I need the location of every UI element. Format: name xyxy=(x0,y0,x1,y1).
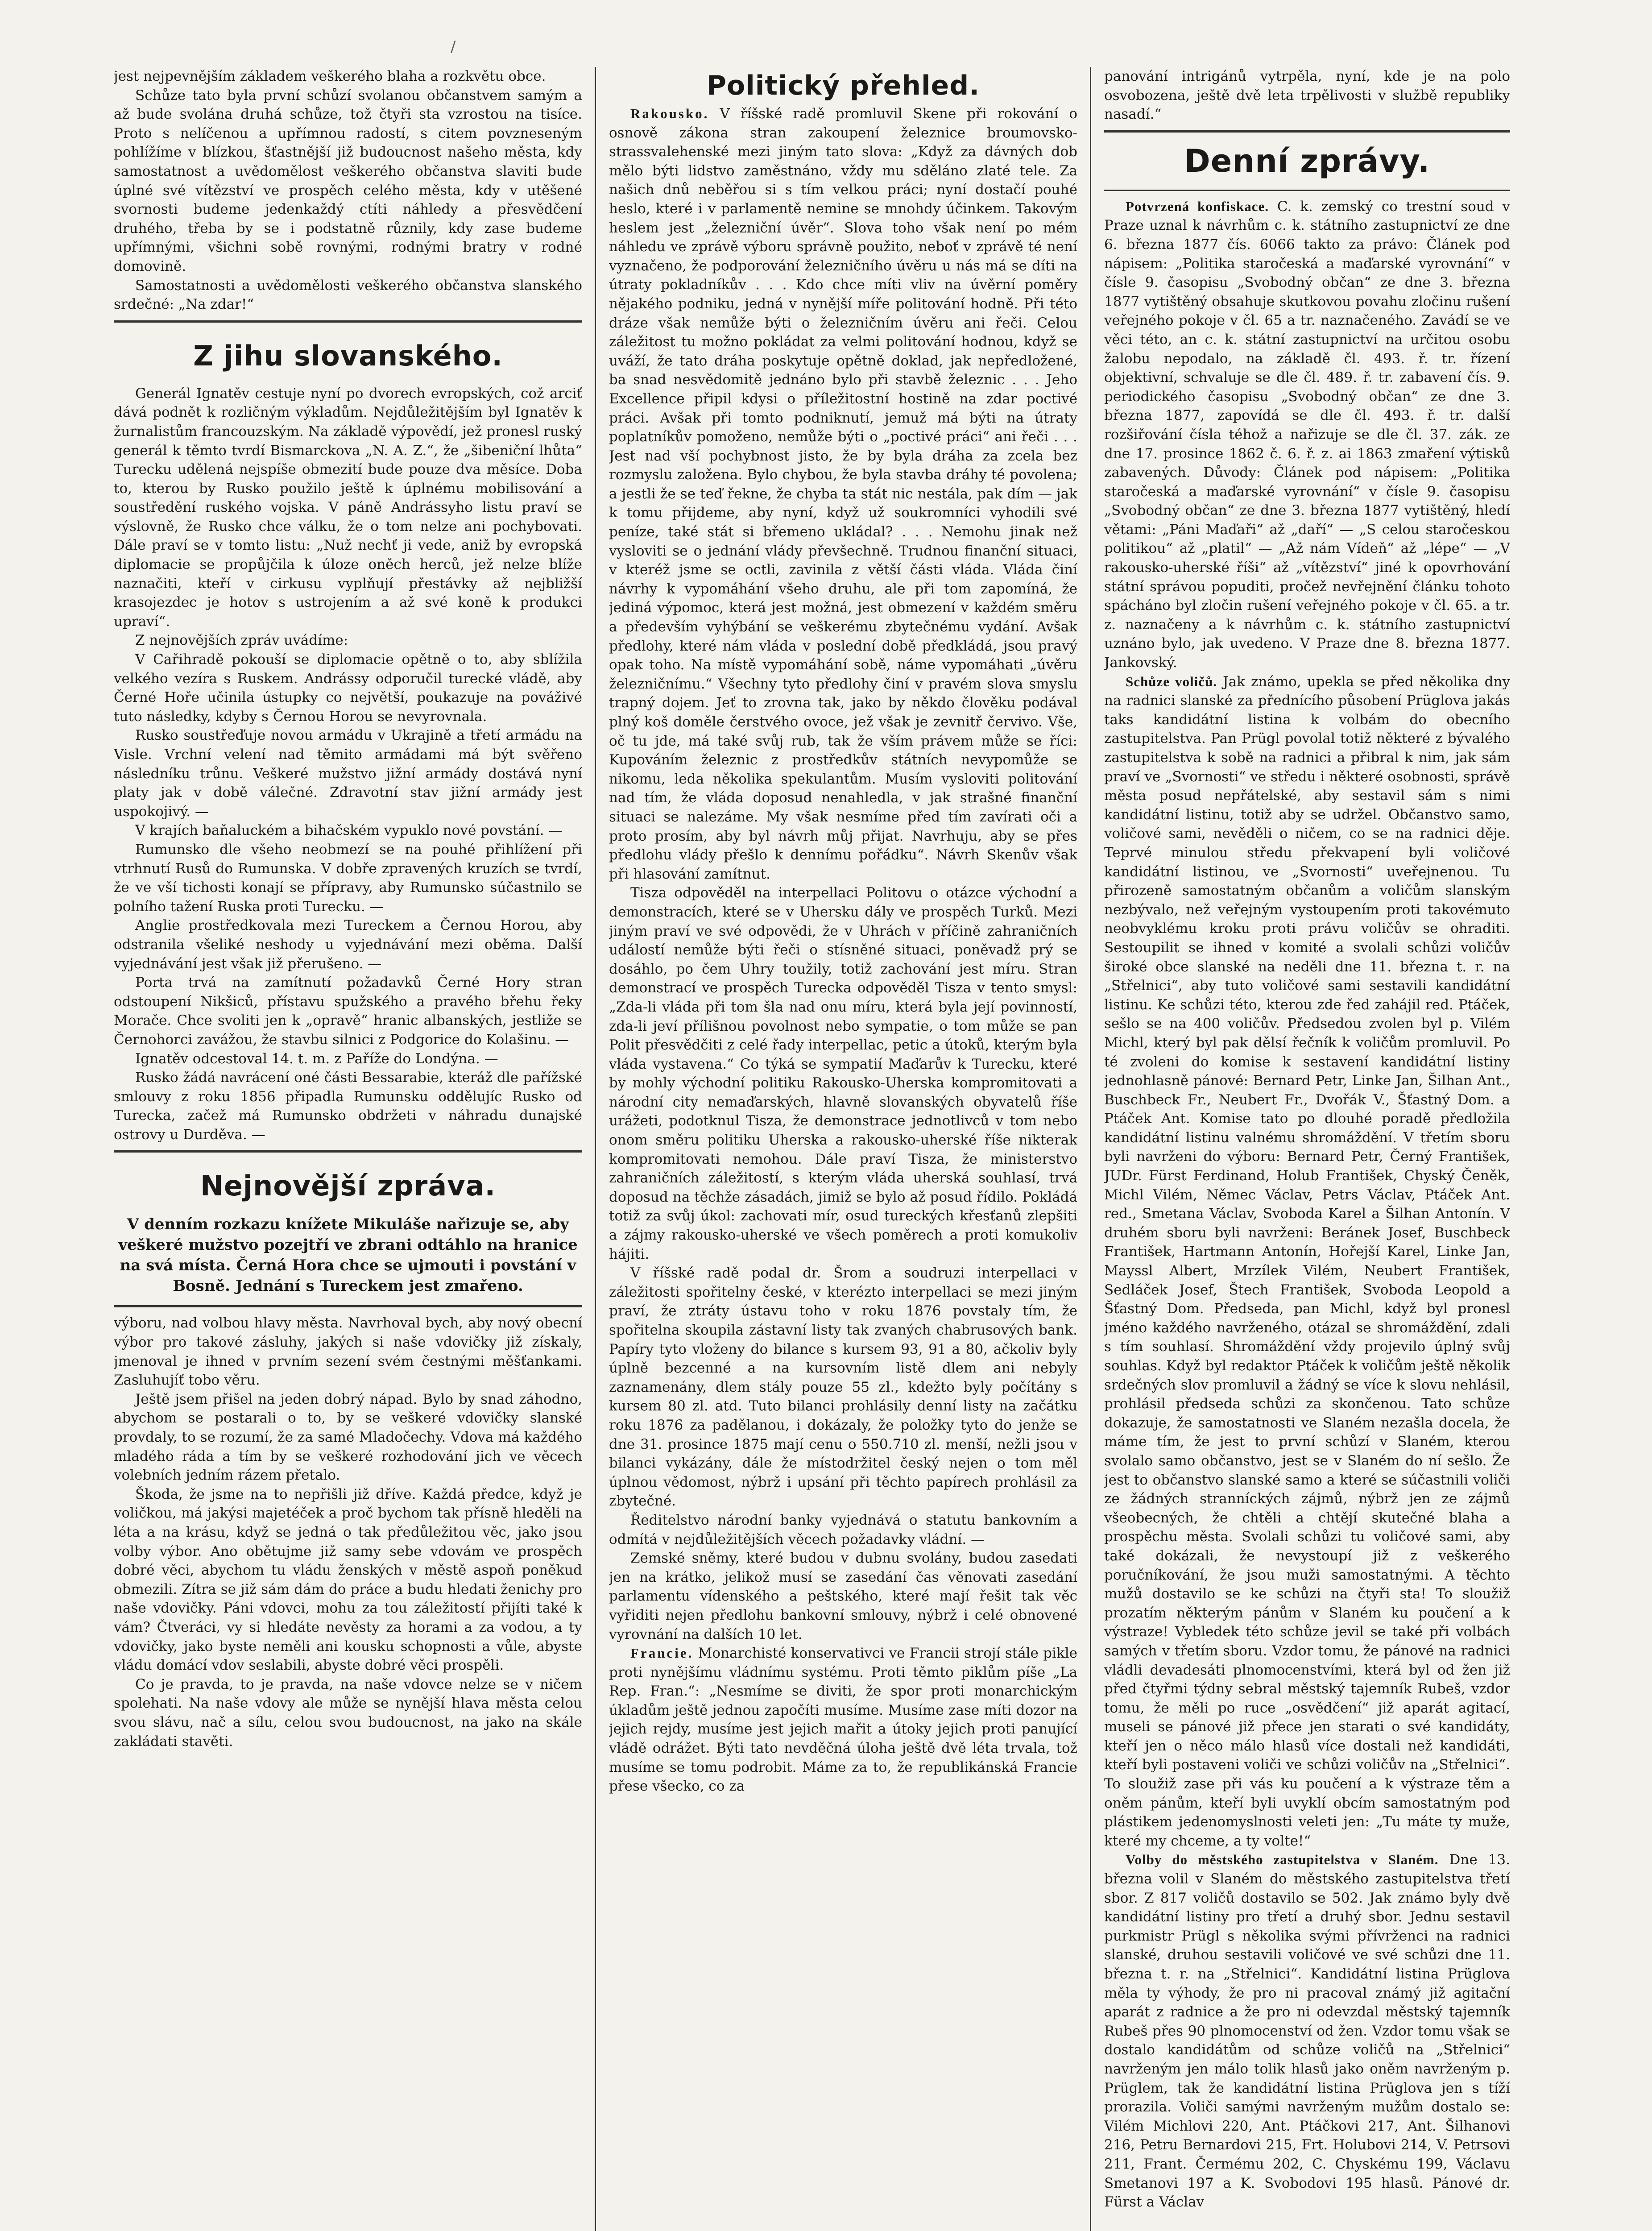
paragraph: V říšské radě podal dr. Šrom a soudruzi interpellaci v záležitosti spořitelny české, v kterézto interpellaci se mezi jiným praví, že ztráty ústavu toho v roku 1876 povstaly tím, že spořitelna skoupila zástavní listy tak zvaných chabrusových bank. Papíry tyto vloženy do bilance s kursem 93, 91 a 80, ačkoliv byly úplně bezcenné a na kursovním listě dlem ani nebyly zaznamenány, dlem stály pouze 55 zl., kdežto byly počítány s kursem 80 zl. atd. Tuto bilanci prohlásily denní listy na začátku roku 1876 za padělanou, i dokázaly, že položky tyto do jenže se dne 31. prosince 1875 mají cenu o 550.710 zl. menší, nežli jsou v bilanci vykázány, dále že místodržitel český nejen o tom měl úplnou vědomost, nýbrž i upsání při těchto papírech prohlásil za zbytečné. xyxy=(609,1265,1077,1509)
paragraph: panování intrigánů vytrpěla, nyní, kde je na polo osvobozena, ještě dvě leta trpělivosti v službě republiky nasadí.“ xyxy=(1104,68,1510,123)
section-title-politicky-prehled: Politický přehled. xyxy=(707,70,980,101)
paragraph xyxy=(609,1644,1077,1796)
paragraph: Z nejnovějších zpráv uvádíme: xyxy=(135,632,348,649)
section-title-nejnovejsi-zprava: Nejnovější zpráva. xyxy=(200,1169,496,1203)
paragraph-text: Jak známo, upekla se před několika dny na radnici slanské za přednícího působení Prüglova jakás taks kandidátní listina k volbám do obecního zastupitelstva. Pan Prügl povolal totiž některé z bývalého zastupitelstva k sobě na radnici a přibral k nim, jak sám praví ve „Svornosti“ ve středu i některé osobnosti, správě města posud nepřátelské, aby sestavil sám s nimi kandidátní listinu, totiž aby se udržel. Občanstvo samo, voličové sami, nevěděli o ničem, co se na radnici děje. Teprvé minulou středu překvapení byli voličové kandidátní listinou, ve „Svornosti“ uveřejnenou. Tu přirozeně samostatným občanům a voličům slanským nezbývalo, než veřejným vystoupením proti takovémuto neobvyklému kroku proti právu voličův se ohraditi. Sestoupilit se ihned v komité a svolali schůzi voličův široké obce slanské na neděli dne 11. března t. r. na „Střelnici“, aby tuto voličové sami sestavili kandidátní listinu. Ke schůzi této, kterou zde řed zahájil red. Ptáček, sešlo se na 400 voličův. Předsedou zvolen byl p. Vilém Michl, který byl pak dělsí řečník k voličům promluvil. Po té zvoleni do komise k sestavení kandidátní listiny jednohlasně pánové: Bernard Petr, Linke Jan, Šilhan Ant., Buschbeck Fr., Neubert Fr., Dvořák V., Šťastný Dom. a Ptáček Ant. Komise tato po dlouhé poradě předložila kandidátní listinu valnému shromáždění. V třetím sboru byli navrženi do výboru: Bernard Petr, Černý František, JUDr. Fürst Ferdinand, Holub František, Chyský Čeněk, Michl Vilém, Němec Václav, Petrs Václav, Ptáček Ant. red., Smetana Václav, Svoboda Karel a Šilhan Antonín. V druhém sboru byli navrženi: Beránek Josef, Buschbeck František, Hartmann Antonín, Hořejší Karel, Linke Jan, Mayssl Albert, Mrzílek Vilém, Neubert František, Sedláček Josef, Štech František, Svoboda Leopold a Šťastný Dom. Předseda, pan Michl, když byl pronesl jméno každého navrženého, otázal se shromáždění, zdali s tím souhlasí. Shromáždění vždy projevilo úplný svůj souhlas. Když byl redaktor Ptáček k voličům ještě několik srdečných slov promluvil a žádný se více k slovu nehlásil, prohlásil předseda schůzi za skončenou. Tato schůze dokazuje, že samostatnosti ve Slaném nezašla docela, že máme tím, že jest to první schůzí v Slaném, kterou svolalo samo občanstvo, jest se v Slaném do ní sešlo. Že jest to občanstvo slanské samo a které se súčastnili voliči ze žádných stranníckých zájmů, nýbrž jen ze zájmů všeobecných, že chtěli a chtějí skutečné blaha a prospěchu města. Svolali schůzi tu voličové sami, aby také dokázali, že nevystoupí již z veškerého poručníkování, že jsou muži samostatnými. A těchto mužů dostavilo se ke schůzi na čtyři sta! To sloužiž prozatím některým pánům v Slaném ku poučení a k výstraze! Vybledek této schůze jevil se také při volbách samých v třetím sboru. Vzdor tomu, že pánové na radnici vládli devadesáti plnomocenstvími, která byl od žen již před čtyřmi týdny sebral městský tajemník Rubeš, vzdor tomu, že měli po ruce „osvědčení“ již aparát agitací, museli se pánové již přece jen starati o své kandidáty, kteří jen o něco málo hlasů více dostali než kandidáti, kteří byli postaveni voliči ve schůzi voličův na „Střelnici“. To sloužiž zase při vás ku poučení a k výstraze těm a oněm pánům, kteří byli uvyklí obcím samostatným pod plástikem jedenomyslnosti veleti jen: „Tu máte ty muže, které my chceme, a ty volte!“ xyxy=(1104,673,1510,1849)
section-rule xyxy=(114,320,582,323)
column-2 xyxy=(609,67,1077,2231)
section-rule xyxy=(1104,190,1510,191)
section-rule xyxy=(114,1305,582,1307)
paragraph: Ještě jsem přišel na jeden dobrý nápad. Bylo by snad záhodno, abychom se postarali o to, by se veškeré vdovičky slanské provdaly, to se rozumí, že za samé Mladočechy. Vdova má každého mladého ráda a tím by se veškeré rozhodování jich ve věcech volebních jedním rázem přetalo. xyxy=(114,1391,582,1484)
section-rule xyxy=(1104,130,1510,133)
paragraph-text: Dne 13. března volil v Slaném do městského zastupitelstva třetí sbor. Z 817 voličů dostavilo se 502. Jak známo byly dvě kandidátní listiny pro třetí a druhý sbor. Jednu sestavil purkmistr Prügl s několika svými přívrženci na radnici slanské, druhou sestavili voličové ve své schůzi dne 11. března t. r. na „Střelnici“. Kandidátní listina Prüglova měla ty výhody, že pro ni pracoval známý již agitační aparát z radnice a že pro ni odevzdal městský tajemník Rubeš přes 90 plnomocenství od žen. Vzdor tomu však se dostalo kandidátům od schůze voličů na „Střelnici“ navrženým jen málo tolik hlasů jako oněm navrženým p. Prüglem, tak že kandidátní listina Prüglova jen s tíží prorazila. Voliči samými navrženým mužům dostalo se: Vilém Michlovi 220, Ant. Ptáčkovi 217, Ant. Šilhanovi 216, Petru Bernardovi 215, Frt. Holubovi 214, V. Petrsovi 211, Frant. Čermému 202, C. Chyskému 199, Václavu Smetanovi 197 a K. Svobodovi 195 hlasů. Pánové dr. Fürst a Václav xyxy=(1104,1852,1510,2210)
paragraph-text: V říšské radě promluvil Skene při rokování o osnově zákona stran zakoupení železnice broumovsko-strassvalehenské mezi jiným tato slova: „Když za dávných dob mělo býti lidstvo zaměstnáno, vždy mu sděláno zlaté tele. Za našich dnů neběřou si s tím velkou práci; nyní dostačí pouhé heslo, které i v parlamentě nemine se mnohdy účinkem. Takovým heslem jest „železniční úvěr“. Slova toho však není po mém náhledu ve zprávě výboru správně použito, neboť v zprávě té není vyznačeno, že podporování železničního úvěru u nás má se díti na útraty pokladníkův . . . Kdo chce míti vliv na úvěrní poměry nějakého podniku, jedná v nynější míře politování hodně. Při této dráze však nemůže býti o železničním úvěru ani řeči. Celou záležitost tu možno pokládat za velmi politování hodnou, když se uváží, že tato dráha poskytuje opětně doklad, jak nepředložené, ba snad nesvědomitě jednáno bylo při stavbě železnic . . . Jeho Excellence připil kdysi o příležitostní hostině na zdar poctivé práci. Avšak při tomto podniknutí, jemuž má býti na útraty poplatníkův pomoženo, nemůže býti o „poctivé práci“ ani řeči . . . Jest nad vší pochybnost jisto, že by byla dráha za zcela bez rozmyslu založena. Bylo chybou, že byla stavba dráhy té povolena; a jestli že se teď řekne, že chyba ta stát nic nestála, pak dím — jak k tomu přijdeme, aby nyní, když už soukromníci vyhodili své peníze, také stát si břemeno ukládal? . . . Nemohu jinak než vysloviti se o jednání vlády převšechně. Trudnou finanční situaci, v kteréž jsme se octli, zavinila z větší části vláda. Vláda činí návrhy k vypomáhání všeho druhu, ale při tom zapomíná, že jediná výpomoc, která jest možná, jest obmezení v každém směru a především vyhýbání se veškerému zbytečnému vydání. Avšak předlohy, které nám vláda v poslední době předkládá, jsou pravý opak toho. Na místě vypomáhání sobě, náme vypomáhati „úvěru železničnímu.“ Všechny tyto předlohy činí v pravém slova smyslu trapný dojem. Jeť to zrovna tak, jako by někdo člověku podával plný koš doměle čerstvého ovoce, jež však je zevnitř červivo. Vše, oč tu jde, má také svůj rub, tak že vším právem může se říci: Kupováním železnic z prostředkův státních nevypomůže se nikomu, leda několika spekulantům. Musím vysloviti politování nad tím, že vláda doposud nenahledla, v jak strašné finanční situaci se nalezáme. My však nesmíme před tím zavírati oči a proto prosím, aby byl návrh můj přijat. Navrhuju, aby se přes předlohu vlády přešlo k dennímu pořádku“. Návrh Skenův však při hlasování zamítnut. xyxy=(609,106,1077,882)
paragraph: Generál Ignatěv cestuje nyní po dvorech evropských, což arciť dává podnět k rozličným výkladům. Nejdůležitějším byl Ignatěv k žurnalistům francouzským. Na základě výpovědí, jež pronesl ruský generál k těmto tvrdí Bismarckova „N. A. Z.“, že „šibeniční lhůta“ Turecku udělená nejspíše obmezití bude pouze dva měsíce. Doba to, kterou by Rusko použilo ještě k úplnému mobilisování a soustředění ruského vojska. V páně Andrássyho listu praví se výslovně, že Rusko chce válku, že o tom nelze ani pochybovati. Dále praví se v tomto listu: „Nuž nechť ji vede, aniž by evropská diplomacie se propůjčila k úloze oněch herců, jež nelze blíže naznačiti, kteří v cirkusu vyplňují přestávky až nejbližší krasojezdec je hotov s ustrojením a až své koně k produkci upraví“. xyxy=(114,385,582,630)
paragraph: Tisza odpověděl na interpellaci Politovu o otázce východní a demonstracích, které se v Uhersku dály ve prospěch Turků. Mezi jiným praví ve své odpovědi, že v Uhrách v příčině zahraničních událostí nemůže býti řeči o stísněné situaci, poněvadž prý se dosáhlo, po čem Uhry toužily, totiž zachování jest míru. Stran demonstrací ve prospěch Turecka odpověděl Tisza v tento smysl: „Zda-li vláda při tom šla nad onu míru, která byla její povinností, zda-li jeví přílišnou povolnost nebo sympatie, o tom může se pan Polit přesvědčiti z celé řady interpellac, petic a útoků, kterým byla vláda vystavena.“ Co týká se sympatií Maďarův k Turecku, které by mohly východní politiku Rakousko-Uherska kompromitovati a národní city nemaďarských, hlavně slovanských obyvatelů říše urážeti, podotknul Tisza, že demonstrace jednotlivců v tom nebo onom směru politiku Uherska a rakousko-uherské říše nikterak kompromitovati nemohou. Dále praví Tisza, že ministerstvo zahraničních záležitostí, s kterým vláda uherská souhlasí, trvá doposud na těchže zásadách, jimiž se bylo až posud řídilo. Pokládá totiž za svůj úkol: zachovati mír, osud tureckých křesťanů zlepšiti a zájmy rakousko-uherské ve všech poměrech a proti komukoliv hájiti. xyxy=(609,885,1077,1262)
folio-mark: / xyxy=(451,38,456,56)
runin-heading: Potvrzená konfiskace. xyxy=(1126,198,1269,214)
paragraph: Anglie prostředkovala mezi Tureckem a Černou Horou, aby odstranila všeliké neshody u vyjednávání mezi oběma. Další vyjednávání jest však již přerušeno. — xyxy=(114,917,582,972)
section-title-z-jihu-slovanskeho: Z jihu slovanského. xyxy=(193,339,503,372)
paragraph-text: Monarchisté konservativci ve Francii strojí stále pikle proti nynějšímu vládnímu systému. Proti těmto piklům píše „La Rep. Fran.“: „Nesmíme se diviti, že spor proti monarchickým úkladům ještě jednou započíti musíme. Musíme zase míti dozor na jejich rejdy, musíme jest jejich mařit a útoky jejich proti panující vládě odrážet. Býti tato nevděčná úloha ještě dvě léta trvala, tož musíme se tomu podrobit. Máme za to, že republikánská Francie přese všecko, co za xyxy=(609,1645,1077,1795)
paragraph: jest nejpevnějším základem veškerého blaha a rozkvětu obce. xyxy=(114,68,546,84)
runin-heading: Volby do městského zastupitelstva v Slaném. xyxy=(1126,1852,1439,1868)
paragraph xyxy=(1104,672,1510,1851)
runin-heading: Rakousko. xyxy=(630,106,709,121)
paragraph: Schůze tato byla první schůzí svolanou občanstvem samým a až bude svolána druhá schůze, tož čtyři sta vzrostou na tisíce. Proto s nelíčenou a upřímnou radostí, s citem povzneseným pohlížíme v blízkou, šťastnější již budoucnost našeho města, kdy samostatnost a uvědomělost veškerého občanstva slaviti bude úplné své vítězství ve prospěch celého města, kdy v utěšené svornosti budeme jedenkaždý ctíti náhledy a přesvědčení druhého, třeba by se i podstatně různily, kdy zase budeme upřímnými, všichni sobě rovnými, rodnými bratry v rodné domovině. xyxy=(114,87,582,274)
section-title-denni-zpravy: Denní zprávy. xyxy=(1184,142,1430,179)
newspaper-page xyxy=(114,67,1510,2231)
paragraph: Ignatěv odcestoval 14. t. m. z Paříže do Londýna. — xyxy=(135,1050,498,1067)
paragraph: výboru, nad volbou hlavy města. Navrhoval bych, aby nový obecní výbor pro takové zásluhy, jakých si naše vdovičky již získaly, jmenoval je ihned v prvním sezení svém čestnými měšťankami. Zasluhujíť tobo věru. xyxy=(114,1315,582,1389)
paragraph: Samostatnosti a uvědomělosti veškerého občanstva slanského srdečné: „Na zdar!“ xyxy=(114,277,582,313)
column-1 xyxy=(114,67,582,2231)
paragraph: Zemské sněmy, které budou v dubnu svolány, budou zasedati jen na krátko, jelikož musí se zasedání čas věnovati zasedání parlamentu vídenského a peštského, které mají řešit tak věc vyřiditi nejen předlohu bankovní smlouvy, nýbrž i celé obnovené vyrovnání na dalších 10 let. xyxy=(609,1550,1077,1642)
breaking-news-lead: V denním rozkazu knížete Mikuláše nařizuje se, aby veškeré mužstvo pozejtří ve zbrani odtáhlo na hranice na svá místa. Černá Hora chce se ujmouti i povstání v Bosně. Jednání s Tureckem jest zmařeno. xyxy=(118,1215,578,1295)
paragraph: Porta trvá na zamítnutí požadavků Černé Hory stran odstoupení Nikšiců, přístavu spužského a pravého břehu řeky Morače. Chce svoliti jen k „opravě“ hranic albanských, jestliže se Černohorci zavážou, že stavbu silnici z Podgorice do Kolašinu. — xyxy=(114,975,582,1048)
paragraph xyxy=(1104,197,1510,672)
paragraph: Škoda, že jsme na to nepřišli již dříve. Každá předce, když je voličkou, má jakýsi majetéček a proč bychom tak přísně hleděli na léta a na krásu, když se jedná o tak předůležitou věc, jako jsou volby výbor. Ano obětujme již samy sebe vdovám ve prospěch dobré věci, abychom tu vládu ženských v městě aspoň poněkud obmezili. Zítra se již sám dám do práce a budu hledati ženichy pro naše vdovičky. Páni vdovci, mohu za tou záležitostí přijíti také k vám? Čtveráci, vy si hledáte nevěsty za horami a za vodou, a ty vdovičky, jako byste neměli ani kousku schopnosti a vůle, abyste vládu domácí vdov seslabili, abyste dobré věci prospěli. xyxy=(114,1486,582,1674)
paragraph: Ředitelstvo národní banky vyjednává o statutu bankovním a odmítá v nejdůležitějších věcech požadavky vládní. — xyxy=(609,1512,1077,1547)
column-3 xyxy=(1104,67,1510,2231)
paragraph: V krajích baňaluckém a bihačském vypuklo nové povstání. — xyxy=(135,822,563,839)
runin-heading: Schůze voličů. xyxy=(1126,673,1217,689)
paragraph xyxy=(1104,1850,1510,2211)
section-rule xyxy=(114,1150,582,1153)
column-divider-right xyxy=(1090,67,1091,2231)
paragraph: Rusko žádá navrácení oné části Bessarabie, kteráž dle pařížské smlouvy z roku 1856 připadla Rumunsku oddělujíc Rusko od Turecka, začež má Rumunsko obdržeti v náhradu dunajské ostrovy u Durděva. — xyxy=(114,1070,582,1143)
paragraph-text: C. k. zemský co trestní soud v Praze uznal k návrhům c. k. státního zastupnictví ze dne 6. března 1877 čís. 6066 takto za právo: Článek pod nápisem: „Politika staročeská a maďarské vyrovnání“ v čísle 9. časopisu „Svobodný občan“ ze dne 3. března 1877 vytištěný obsahuje skutkovou povahu zločinu rušení veřejného pokoje v čl. 65 a tr. naznačeného. Zavádí se ve věci této, an c. k. státní zastupnictví na určitou osobu žalobu nepodalo, na základě čl. 493. ř. tr. řízení objektivní, schvaluje se dle čl. 489. ř. tr. zabavení čís. 9. periodického časopisu „Svobodný občan“ ze dne 3. března 1877, zapovídá se dle čl. 493. ř. tr. další rozšiřování čísla téhož a nařizuje se dle čl. 37. zák. ze dne 17. prosince 1862 č. 6. ř. z. ai 1863 zmaření výtisků zabavených. Důvody: Článek pod nápisem: „Politika staročeská a maďarské vyrovnání“ v čísle 9. časopisu „Svobodný občan“ ze dne 3. března 1877 vytištěný, hledí větami: „Páni Maďaři“ až „daří“ — „S celou staročeskou politikou“ až „platil“ — „Až nám Vídeň“ až „lépe“ — „V rakousko-uherské říši“ až „vítězství“ jiné k opovrhování státní správou popuditi, pročež nevřejnění článku tohoto spácháno byl zločin rušení veřejného pokoje v čl. 65. a tr. z. naznačeny a k návrhům c. k. státního zastupnictví uznáno bylo, jak uvedeno. V Praze dne 8. března 1877. Jankovský. xyxy=(1104,198,1510,671)
paragraph: Rusko soustřeďuje novou armádu v Ukrajině a třetí armádu na Visle. Vrchní velení nad těmito armádami má být svěřeno následníku trůnu. Veškeré mužstvo jižní armády dostává nyní platy jak v době válečné. Zdravotní stav jižní armády jest uspokojivý. — xyxy=(114,727,582,820)
runin-heading: Francie. xyxy=(630,1645,694,1661)
column-divider-left xyxy=(595,67,596,2231)
paragraph: Co je pravda, to je pravda, na naše vdovce nelze se v ničem spolehati. Na naše vdovy ale může se nynější hlava města celou svou slávu, nač a sílu, celou svou budoucnost, na jako na skále zakládati stavěti. xyxy=(114,1676,582,1750)
paragraph: Rumunsko dle všeho neobmezí se na pouhé přihlížení při vtrhnutí Rusů do Rumunska. V dobře zpravených kruzích se tvrdí, že ve vší tichosti konají se přípravy, aby Rumunsko súčastnilo se polního tažení Ruska proti Turecku. — xyxy=(114,841,582,915)
paragraph: V Cařihradě pokouší se diplomacie opětně o to, aby sblížila velkého vezíra s Ruskem. Andrássy odporučil turecké vládě, aby Černé Hoře učinila ústupky co největší, poukazuje na pováživé tuto následky, kdyby s Černou Horou se nevyrovnala. xyxy=(114,651,582,725)
paragraph xyxy=(609,104,1077,883)
